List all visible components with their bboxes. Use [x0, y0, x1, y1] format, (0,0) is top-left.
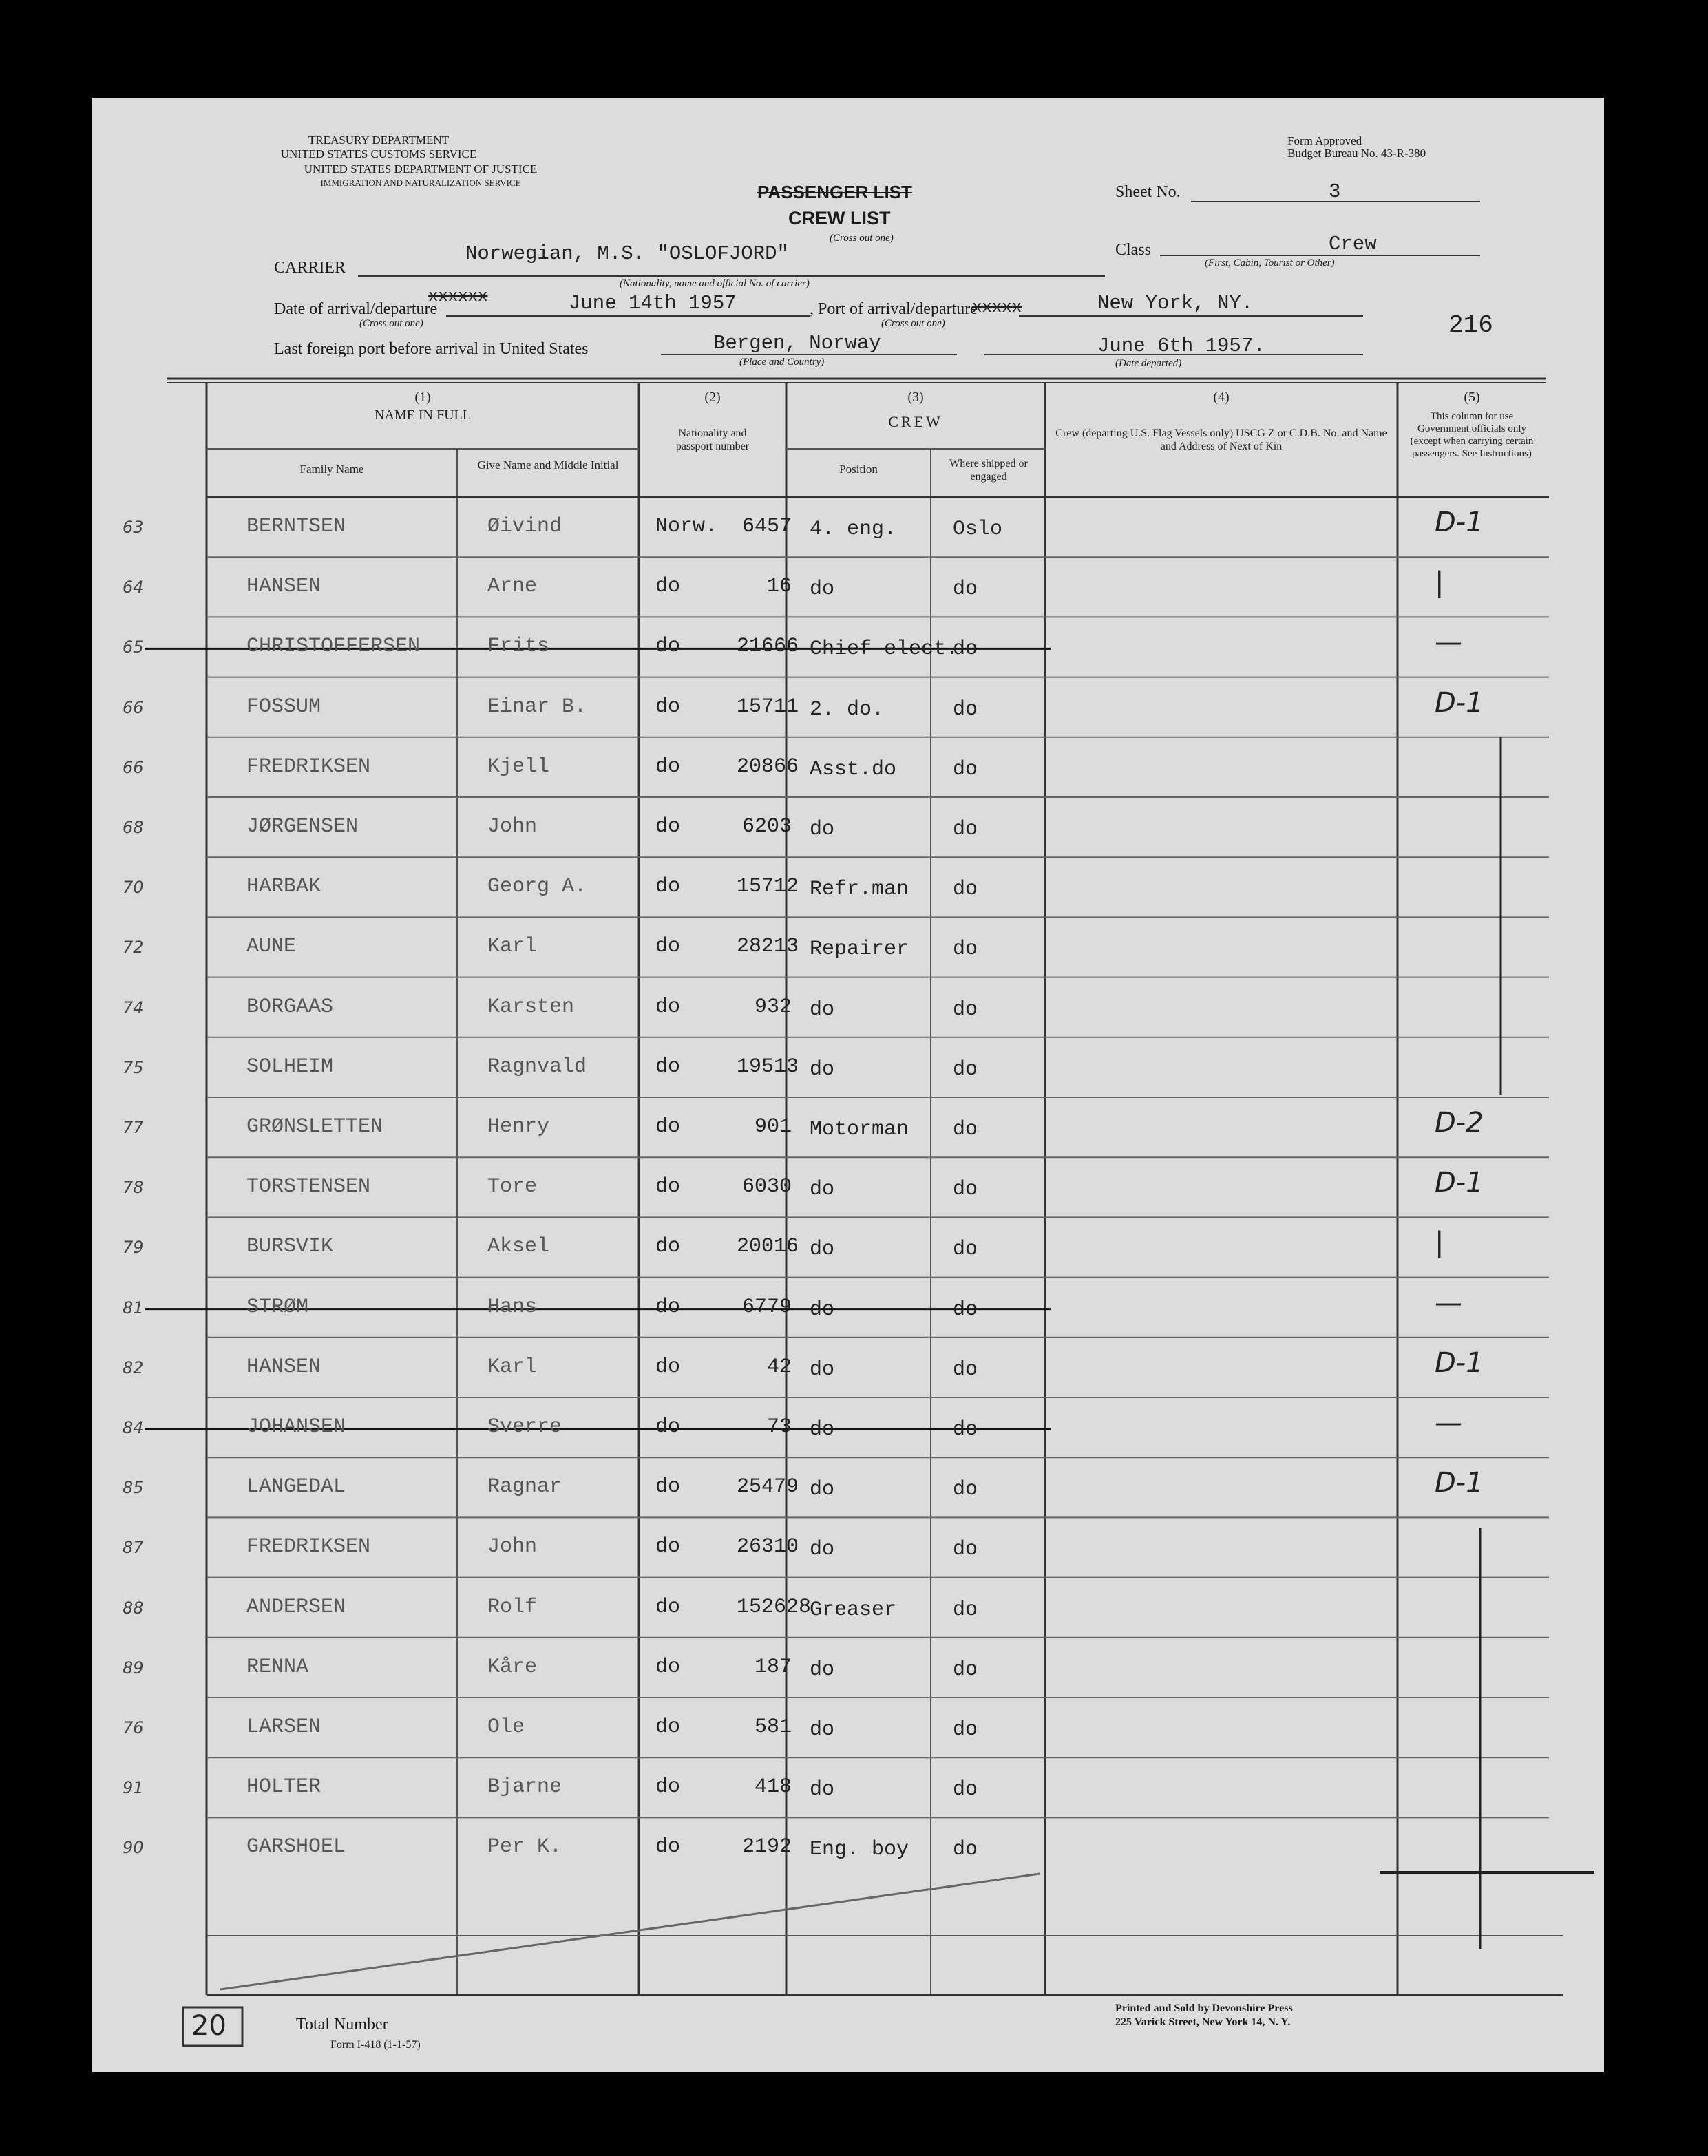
passport-number-cell: 152628 — [737, 1595, 812, 1619]
total-label: Total Number — [296, 2016, 388, 2033]
shipped-cell: do — [953, 1478, 978, 1502]
official-note: — — [1435, 1407, 1462, 1439]
family-name-cell: BURSVIK — [246, 1235, 334, 1259]
given-name-cell: John — [487, 815, 538, 838]
passport-number-cell: 2192 — [741, 1835, 792, 1859]
passport-number-cell: 28213 — [737, 935, 799, 959]
col2-title: Nationality and passport number — [675, 427, 750, 452]
given-name-cell: Karl — [487, 935, 538, 959]
nationality-cell: do — [655, 875, 681, 899]
given-name-cell: Georg A. — [487, 875, 587, 899]
page-number: 216 — [1448, 311, 1493, 339]
row-margin-number: 77 — [123, 1118, 144, 1137]
class-note: (First, Cabin, Tourist or Other) — [1205, 257, 1335, 268]
passport-number-cell: 26310 — [737, 1535, 799, 1559]
row-margin-number: 65 — [123, 637, 144, 657]
date-label: Date of arrival/departure — [274, 300, 438, 318]
arrival-date: June 14th 1957 — [569, 292, 737, 315]
passport-number-cell: 42 — [766, 1355, 792, 1379]
passport-number-cell: 20016 — [737, 1235, 799, 1259]
passport-number-cell: 187 — [754, 1655, 792, 1679]
row-margin-number: 79 — [123, 1238, 144, 1258]
last-port-label: Last foreign port before arrival in United States — [274, 340, 589, 358]
family-name-cell: GARSHOEL — [246, 1835, 346, 1859]
sheet-label: Sheet No. — [1115, 183, 1181, 201]
given-name-cell: Karl — [487, 1355, 538, 1379]
nationality-cell: do — [655, 1535, 681, 1559]
given-name-cell: Ragnvald — [487, 1055, 587, 1079]
passport-number-cell: 15712 — [737, 875, 799, 899]
last-port-note: (Place and Country) — [739, 357, 825, 368]
nationality-cell: Norw. — [655, 515, 718, 538]
last-port-value: Bergen, Norway — [713, 332, 881, 355]
shipped-cell: do — [953, 757, 978, 781]
agency-line: UNITED STATES CUSTOMS SERVICE — [280, 147, 477, 160]
family-name-cell: FREDRIKSEN — [246, 1535, 371, 1559]
family-name-cell: RENNA — [246, 1655, 309, 1679]
passport-number-cell: 418 — [754, 1775, 792, 1799]
port-note: (Cross out one) — [881, 318, 945, 329]
family-name-cell: JOHANSEN — [246, 1415, 346, 1439]
row-margin-number: 64 — [123, 578, 144, 598]
official-note: | — [1435, 567, 1444, 599]
given-name-cell: Ragnar — [487, 1475, 562, 1499]
nationality-cell: do — [655, 1115, 681, 1139]
budget-bureau: Budget Bureau No. 43-R-380 — [1287, 147, 1426, 160]
form-id: Form I-418 (1-1-57) — [330, 2039, 421, 2051]
family-name-cell: AUNE — [246, 935, 297, 959]
position-cell: Repairer — [810, 938, 909, 962]
passport-number-cell: 19513 — [737, 1055, 799, 1079]
family-name-cell: SOLHEIM — [246, 1055, 334, 1079]
nationality-cell: do — [655, 1655, 681, 1679]
row-margin-number: 91 — [123, 1778, 144, 1798]
col3-number: (3) — [907, 390, 924, 405]
passport-number-cell: 25479 — [737, 1475, 799, 1499]
official-note: D-1 — [1435, 686, 1484, 719]
agency-line: IMMIGRATION AND NATURALIZATION SERVICE — [320, 178, 521, 188]
arrival-port: New York, NY. — [1097, 292, 1254, 315]
col5-number: (5) — [1464, 390, 1480, 405]
shipped-cell: do — [953, 1118, 978, 1141]
position-cell: do — [810, 578, 835, 602]
class-value: Crew — [1329, 233, 1377, 255]
family-name-cell: STRØM — [246, 1295, 309, 1319]
passport-number-cell: 20866 — [737, 754, 799, 779]
position-cell: Eng. boy — [810, 1838, 909, 1862]
title-struck: PASSENGER LIST — [757, 182, 912, 202]
row-margin-number: 82 — [123, 1357, 144, 1377]
shipped-cell: Oslo — [953, 518, 1003, 541]
nationality-cell: do — [655, 1775, 681, 1799]
position-cell: do — [810, 1778, 835, 1802]
nationality-cell: do — [655, 1595, 681, 1619]
given-name-cell: Arne — [487, 575, 538, 599]
official-note: D-1 — [1435, 1167, 1484, 1199]
shipped-cell: do — [953, 1718, 978, 1742]
family-name-cell: BERNTSEN — [246, 515, 346, 538]
official-note: — — [1435, 626, 1462, 659]
passport-number-cell: 73 — [766, 1415, 792, 1439]
nationality-cell: do — [655, 695, 681, 719]
passport-number-cell: 16 — [766, 575, 792, 599]
col1b-given-name: Give Name and Middle Initial — [477, 458, 619, 472]
passport-number-cell: 901 — [754, 1115, 792, 1139]
family-name-cell: BORGAAS — [246, 995, 334, 1019]
date-note: (Cross out one) — [359, 318, 423, 329]
passport-number-cell: 6030 — [741, 1175, 792, 1199]
agency-line: UNITED STATES DEPARTMENT OF JUSTICE — [304, 162, 538, 176]
shipped-cell: do — [953, 697, 978, 721]
nationality-cell: do — [655, 1235, 681, 1259]
official-note: — — [1435, 1287, 1462, 1319]
given-name-cell: Henry — [487, 1115, 550, 1139]
shipped-cell: do — [953, 1357, 978, 1382]
family-name-cell: FREDRIKSEN — [246, 754, 371, 779]
shipped-cell: do — [953, 997, 978, 1022]
port-crossed: xxxxx — [972, 299, 1022, 317]
position-cell: do — [810, 818, 835, 841]
nationality-cell: do — [655, 575, 681, 599]
position-cell: Motorman — [810, 1118, 909, 1141]
nationality-cell: do — [655, 1415, 681, 1439]
position-cell: do — [810, 1298, 835, 1322]
passport-number-cell: 932 — [754, 995, 792, 1019]
shipped-cell: do — [953, 1778, 978, 1802]
position-cell: Greaser — [810, 1598, 897, 1622]
class-label: Class — [1115, 241, 1152, 259]
row-margin-number: 88 — [123, 1598, 144, 1618]
given-name-cell: Tore — [487, 1175, 538, 1199]
col4-number: (4) — [1213, 390, 1230, 405]
passport-number-cell: 6203 — [741, 815, 792, 838]
position-cell: do — [810, 1238, 835, 1262]
given-name-cell: Kjell — [487, 754, 550, 779]
nationality-cell: do — [655, 754, 681, 779]
port-label: , Port of arrival/departure — [810, 300, 978, 318]
given-name-cell: Per K. — [487, 1835, 562, 1859]
official-note: | — [1435, 1227, 1444, 1259]
given-name-cell: John — [487, 1535, 538, 1559]
given-name-cell: Sverre — [487, 1415, 562, 1439]
shipped-cell: do — [953, 1538, 978, 1562]
nationality-cell: do — [655, 815, 681, 838]
family-name-cell: TORSTENSEN — [246, 1175, 371, 1199]
carrier-label: CARRIER — [274, 259, 346, 277]
row-margin-number: 75 — [123, 1057, 144, 1077]
carrier-value: Norwegian, M.S. "OSLOFJORD" — [465, 242, 789, 265]
shipped-cell: do — [953, 818, 978, 841]
shipped-cell: do — [953, 878, 978, 902]
position-cell: Chief elect. — [810, 637, 959, 662]
departed-note: (Date departed) — [1115, 358, 1182, 369]
official-note: D-1 — [1435, 1346, 1484, 1379]
carrier-note: (Nationality, name and official No. of carrier) — [620, 278, 810, 289]
passport-number-cell: 6457 — [741, 515, 792, 538]
total-value: 20 — [191, 2010, 226, 2042]
family-name-cell: CHRISTOFFERSEN — [246, 635, 421, 659]
position-cell: do — [810, 1538, 835, 1562]
family-name-cell: HOLTER — [246, 1775, 321, 1799]
form-approved: Form Approved — [1287, 134, 1362, 147]
official-note: D-1 — [1435, 1467, 1484, 1499]
position-cell: do — [810, 1418, 835, 1441]
agency-line: TREASURY DEPARTMENT — [308, 134, 450, 147]
given-name-cell: Kåre — [487, 1655, 538, 1679]
shipped-cell: do — [953, 1838, 978, 1862]
family-name-cell: HANSEN — [246, 575, 321, 599]
printer-line: Printed and Sold by Devonshire Press — [1115, 2002, 1293, 2014]
passport-number-cell: 21666 — [737, 635, 799, 659]
row-margin-number: 63 — [123, 518, 144, 537]
row-margin-number: 85 — [123, 1478, 144, 1498]
family-name-cell: LANGEDAL — [246, 1475, 346, 1499]
col3-title: CREW — [888, 413, 943, 430]
col4-title: Crew (departing U.S. Flag Vessels only) USCG Z or C.D.B. No. and Name and Address of Next of Kin — [1055, 427, 1387, 452]
row-margin-number: 68 — [123, 818, 144, 837]
family-name-cell: HARBAK — [246, 875, 321, 899]
cross-out-note: (Cross out one) — [830, 233, 894, 244]
col2-number: (2) — [704, 390, 721, 405]
row-margin-number: 76 — [123, 1718, 144, 1737]
printer-block — [1115, 2002, 1293, 2029]
shipped-cell: do — [953, 1238, 978, 1262]
family-name-cell: GRØNSLETTEN — [246, 1115, 383, 1139]
row-margin-number: 78 — [123, 1178, 144, 1198]
nationality-cell: do — [655, 1715, 681, 1739]
shipped-cell: do — [953, 578, 978, 602]
given-name-cell: Bjarne — [487, 1775, 562, 1799]
nationality-cell: do — [655, 1835, 681, 1859]
position-cell: 2. do. — [810, 697, 885, 721]
nationality-cell: do — [655, 1355, 681, 1379]
row-margin-number: 84 — [123, 1418, 144, 1437]
shipped-cell: do — [953, 938, 978, 962]
position-cell: do — [810, 1178, 835, 1202]
nationality-cell: do — [655, 1475, 681, 1499]
row-margin-number: 66 — [123, 697, 144, 717]
nationality-cell: do — [655, 635, 681, 659]
date-crossed: xxxxxx — [428, 288, 488, 306]
given-name-cell: Frits — [487, 635, 550, 659]
given-name-cell: Rolf — [487, 1595, 538, 1619]
shipped-cell: do — [953, 1057, 978, 1081]
col3a-position: Position — [839, 463, 878, 476]
row-margin-number: 66 — [123, 757, 144, 777]
official-note: D-1 — [1435, 507, 1484, 538]
nationality-cell: do — [655, 1295, 681, 1319]
col1-title: NAME IN FULL — [375, 408, 471, 423]
col1a-family-name: Family Name — [299, 463, 364, 476]
position-cell: do — [810, 1718, 835, 1742]
position-cell: Refr.man — [810, 878, 909, 902]
row-margin-number: 87 — [123, 1538, 144, 1558]
family-name-cell: JØRGENSEN — [246, 815, 359, 838]
given-name-cell: Aksel — [487, 1235, 550, 1259]
shipped-cell: do — [953, 1598, 978, 1622]
col1-number: (1) — [414, 390, 431, 405]
printer-line: 225 Varick Street, New York 14, N. Y. — [1115, 2016, 1291, 2028]
position-cell: 4. eng. — [810, 518, 897, 541]
passport-number-cell: 6779 — [741, 1295, 792, 1319]
official-note: D-2 — [1435, 1107, 1484, 1139]
nationality-cell: do — [655, 995, 681, 1019]
passport-number-cell: 15711 — [737, 695, 799, 719]
given-name-cell: Øivind — [487, 515, 562, 538]
col5-title: This column for use Government officials only (except when carrying certain passengers. See Instructions) — [1410, 411, 1534, 459]
passport-number-cell: 581 — [754, 1715, 792, 1739]
family-name-cell: FOSSUM — [246, 695, 321, 719]
position-cell: do — [810, 997, 835, 1022]
row-margin-number: 81 — [123, 1298, 144, 1318]
shipped-cell: do — [953, 1298, 978, 1322]
given-name-cell: Karsten — [487, 995, 575, 1019]
nationality-cell: do — [655, 1055, 681, 1079]
nationality-cell: do — [655, 935, 681, 959]
position-cell: do — [810, 1357, 835, 1382]
position-cell: do — [810, 1478, 835, 1502]
family-name-cell: ANDERSEN — [246, 1595, 346, 1619]
position-cell: Asst.do — [810, 757, 897, 781]
position-cell: do — [810, 1658, 835, 1682]
row-margin-number: 74 — [123, 997, 144, 1017]
shipped-cell: do — [953, 1658, 978, 1682]
row-margin-number: 89 — [123, 1658, 144, 1678]
given-name-cell: Hans — [487, 1295, 538, 1319]
shipped-cell: do — [953, 1178, 978, 1202]
row-margin-number: 70 — [123, 878, 144, 898]
position-cell: do — [810, 1057, 835, 1081]
form-title: CREW LIST — [788, 208, 891, 229]
family-name-cell: HANSEN — [246, 1355, 321, 1379]
sheet-number: 3 — [1329, 180, 1341, 203]
row-margin-number: 72 — [123, 938, 144, 958]
shipped-cell: do — [953, 637, 978, 662]
col3b-shipped: Where shipped or engaged — [949, 458, 1028, 483]
departed-date: June 6th 1957. — [1097, 335, 1265, 357]
row-margin-number: 90 — [123, 1838, 144, 1858]
shipped-cell: do — [953, 1418, 978, 1441]
given-name-cell: Einar B. — [487, 695, 587, 719]
given-name-cell: Ole — [487, 1715, 525, 1739]
nationality-cell: do — [655, 1175, 681, 1199]
family-name-cell: LARSEN — [246, 1715, 321, 1739]
